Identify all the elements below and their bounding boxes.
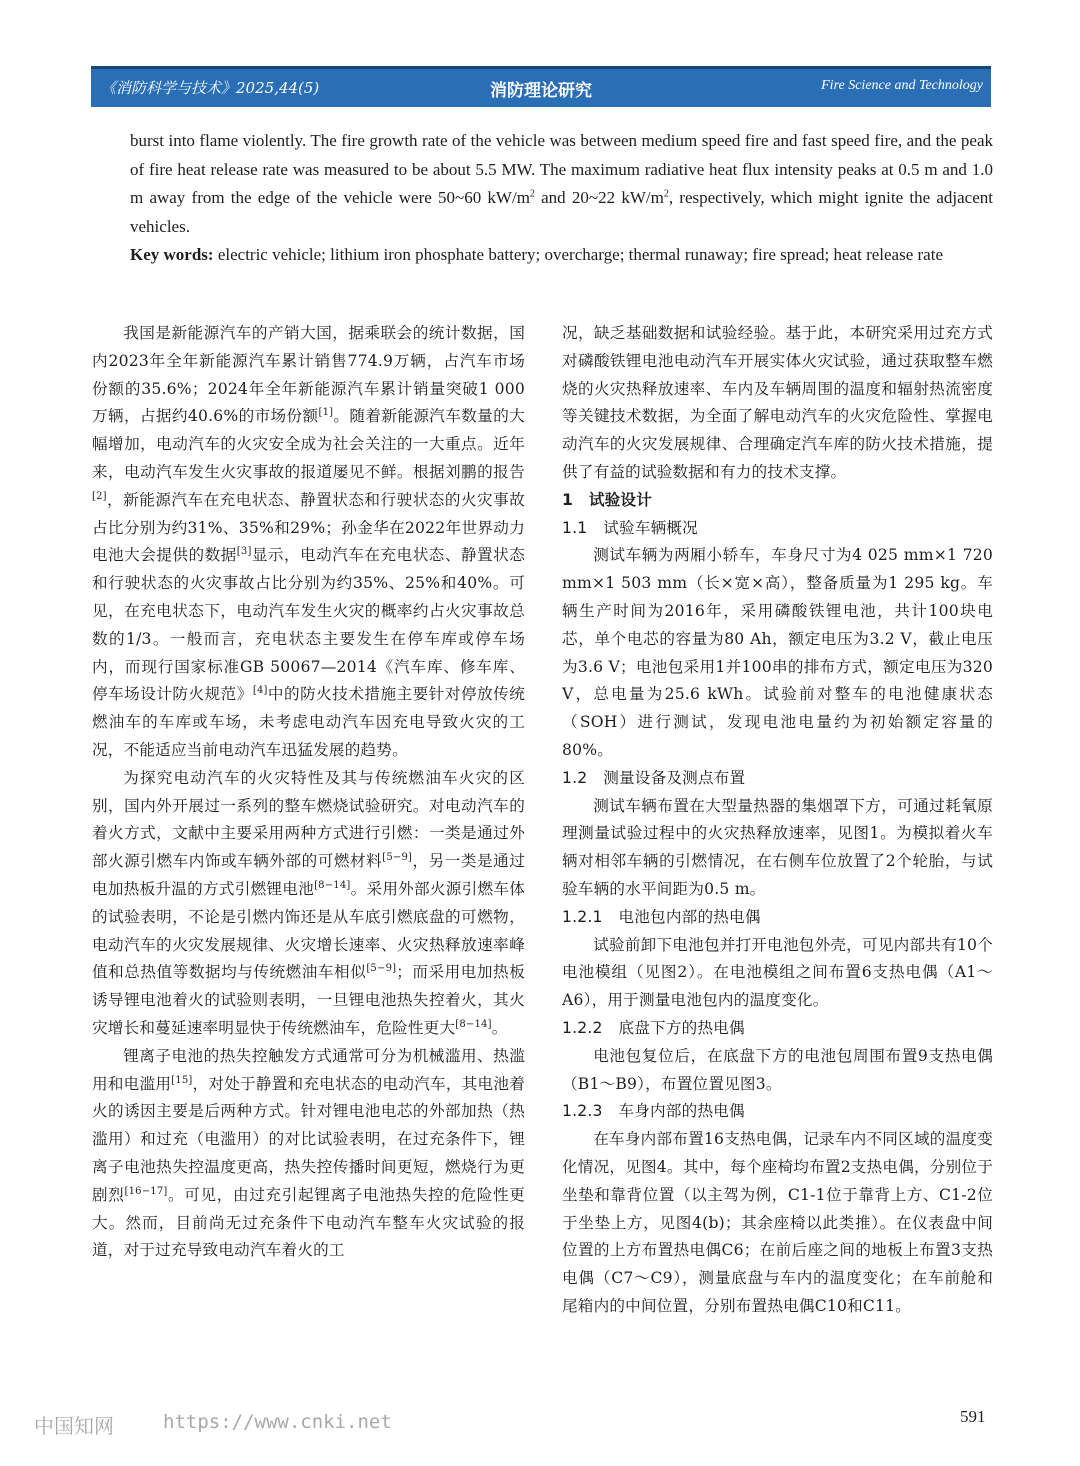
citation-ref[interactable]: [5−9] [382, 851, 413, 863]
english-abstract [130, 127, 993, 270]
body-paragraph: 我国是新能源汽车的产销大国，据乘联会的统计数据，国内2023年全年新能源汽车累计销售774.9万辆，占汽车市场份额的35.6%；2024年全年新能源汽车累计销量突破1 000万辆，占据约40.6%的市场份额[1]。随着新能源汽车数量的大幅增加，电动汽车的火灾安全成为社会关注的一大重点。近年来，电动汽车发生火灾事故的报道屡见不鲜。根据刘鹏的报告[2]，新能源汽车在充电状态、静置状态和行驶状态的火灾事故占比分别为约31%、35%和29%；孙金华在2022年世界动力电池大会提供的数据[3]显示，电动汽车在充电状态、静置状态和行驶状态的火灾事故占比分别为约35%、25%和40%。可见，在充电状态下，电动汽车发生火灾的概率约占火灾事故总数的1/3。一般而言，充电状态主要发生在停车库或停车场内，而现行国家标准GB 50067—2014《汽车库、修车库、停车场设计防火规范》[4]中的防火技术措施主要针对停放传统燃油车的车库或车场，未考虑电动汽车因充电导致火灾的工况，不能适应当前电动汽车迅猛发展的趋势。 [92, 324, 525, 759]
citation-ref[interactable]: [4] [252, 685, 268, 697]
citation-ref[interactable]: [3] [236, 546, 252, 558]
subsection-heading: 1.2 测量设备及测点布置 [562, 768, 746, 787]
superscript: 2 [663, 188, 669, 200]
body-paragraph: 在车身内部布置16支热电偶，记录车内不同区域的温度变化情况，见图4。其中，每个座椅均布置2支热电偶，分别位于坐垫和靠背位置（以主驾为例，C1-1位于靠背上方、C1-2位于坐垫上方，见图4(b)；其余座椅以此类推）。在仪表盘中间位置的上方布置热电偶C6；在前后座之间的地板上布置3支热电偶（C7～C9），测量底盘与车内的温度变化；在车前舱和尾箱内的中间位置，分别布置热电偶C10和C11。 [562, 1130, 993, 1315]
subsubsection-heading: 1.2.1 电池包内部的热电偶 [562, 907, 761, 926]
section-title: 消防理论研究 [490, 81, 592, 101]
section-heading: 1 试验设计 [562, 490, 653, 509]
citation-ref[interactable]: [16−17] [124, 1185, 168, 1197]
subsection-heading: 1.1 试验车辆概况 [562, 518, 698, 537]
subsubsection-heading: 1.2.2 底盘下方的热电偶 [562, 1018, 745, 1037]
body-paragraph: 试验前卸下电池包并打开电池包外壳，可见内部共有10个电池模组（见图2）。在电池模组之间布置6支热电偶（A1～A6），用于测量电池包内的温度变化。 [562, 935, 993, 1010]
cnki-watermark-name: 中国知网 [34, 1414, 114, 1438]
body-paragraph: 测试车辆为两厢小轿车，车身尺寸为4 025 mm×1 720 mm×1 503 mm（长×宽×高），整备质量为1 295 kg。车辆生产时间为2016年，采用磷酸铁锂电池，共计100块电芯，单个电芯的容量为80 Ah，额定电压为3.2 V，截止电压为3.6 V；电池包采用1并100串的排布方式，额定电压为320 V，总电量为25.6 kWh。试验前对整车的电池健康状态（SOH）进行测试，发现电池电量约为初始额定容量的80%。 [562, 546, 993, 759]
citation-ref[interactable]: [2] [92, 490, 107, 502]
journal-header-bar [91, 66, 991, 107]
body-paragraph-continued: 况，缺乏基础数据和试验经验。基于此，本研究采用过充方式对磷酸铁锂电池电动汽车开展实体火灾试验，通过获取整车燃烧的火灾热释放速率、车内及车辆周围的温度和辐射热流密度等关键技术数据，为全面了解电动汽车的火灾危险性、掌握电动汽车的火灾发展规律、合理确定汽车库的防火技术措施，提供了有益的试验数据和有力的技术支撑。 [562, 324, 993, 481]
right-column [562, 320, 993, 1321]
keywords-line [130, 241, 993, 270]
cnki-watermark-url[interactable]: https://www.cnki.net [163, 1411, 392, 1433]
body-paragraph: 测试车辆布置在大型量热器的集烟罩下方，可通过耗氧原理测量试验过程中的火灾热释放速率，见图1。为模拟着火车辆对相邻车辆的引燃情况，在右侧车位放置了2个轮胎，与试验车辆的水平间距为0.5 m。 [562, 796, 993, 898]
abstract-text: and 20~22 kW/m [534, 188, 664, 207]
keywords-label: Key words: [130, 245, 214, 264]
abstract-paragraph [130, 127, 993, 241]
superscript: 2 [529, 188, 535, 200]
left-column [92, 320, 525, 1265]
journal-name: 《消防科学与技术》2025,44(5) [101, 79, 320, 97]
journal-name-english: Fire Science and Technology [821, 78, 983, 93]
page-number: 591 [960, 1407, 986, 1426]
citation-ref[interactable]: [1] [318, 407, 334, 419]
abstract-text: , respectively, which might ignite the adjacent vehicles. [130, 188, 993, 236]
subsubsection-heading: 1.2.3 车身内部的热电偶 [562, 1102, 745, 1121]
abstract-text: burst into flame violently. The fire growth rate of the vehicle was between medium speed fire and fast speed fire, and the peak of fire heat release rate was measured to be about 5.5 MW. The maximum radiative heat flux intensity peaks at 0.5 m and 1.0 m away from the edge of the vehicle were 50~60 kW/m [130, 131, 993, 207]
body-paragraph: 为探究电动汽车的火灾特性及其与传统燃油车火灾的区别，国内外开展过一系列的整车燃烧试验研究。对电动汽车的着火方式，文献中主要采用两种方式进行引燃：一类是通过外部火源引燃车内饰或车辆外部的可燃材料[5−9]，另一类是通过电加热板升温的方式引燃锂电池[8−14]。采用外部火源引燃车体的试验表明，不论是引燃内饰还是从车底引燃底盘的可燃物，电动汽车的火灾发展规律、火灾增长速率、火灾热释放速率峰值和总热值等数据均与传统燃油车相似[5−9]；而采用电加热板诱导锂电池着火的试验则表明，一旦锂电池热失控着火，其火灾增长和蔓延速率明显快于传统燃油车，危险性更大[8−14]。 [92, 768, 525, 1037]
citation-ref[interactable]: [5−9] [366, 963, 397, 975]
keywords-text: electric vehicle; lithium iron phosphate battery; overcharge; thermal runaway; fire spread; heat release rate [213, 245, 943, 264]
body-paragraph: 电池包复位后，在底盘下方的电池包周围布置9支热电偶（B1～B9），布置位置见图3。 [562, 1046, 993, 1093]
citation-ref[interactable]: [8−14] [455, 1018, 492, 1030]
body-paragraph: 锂离子电池的热失控触发方式通常可分为机械滥用、热滥用和电滥用[15]，对处于静置和充电状态的电动汽车，其电池着火的诱因主要是后两种方式。针对锂电池电芯的外部加热（热滥用）和过充（电滥用）的对比试验表明，在过充条件下，锂离子电池热失控温度更高，热失控传播时间更短，燃烧行为更剧烈[16−17]。可见，由过充引起锂离子电池热失控的危险性更大。然而，目前尚无过充条件下电动汽车整车火灾试验的报道，对于过充导致电动汽车着火的工 [92, 1046, 525, 1260]
citation-ref[interactable]: [8−14] [314, 879, 351, 891]
citation-ref[interactable]: [15] [171, 1074, 193, 1086]
